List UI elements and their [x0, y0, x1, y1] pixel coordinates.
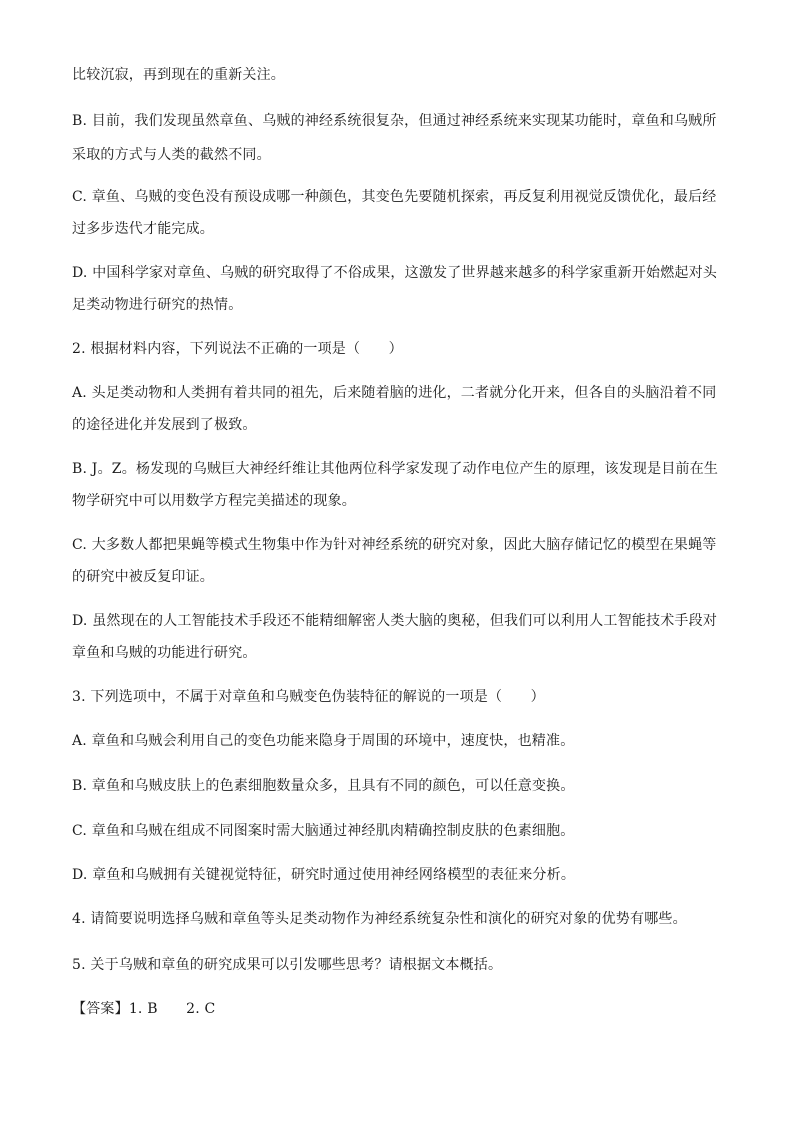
question-4: 4. 请简要说明选择乌贼和章鱼等头足类动物作为神经系统复杂性和演化的研究对象的优势有哪些。: [72, 911, 687, 927]
text-line: 过多步迭代才能完成。: [72, 221, 214, 237]
q2-option-a-line: A. 头足类动物和人类拥有着共同的祖先，后来随着脑的进化，二者就分化开来，但各自的头脑沿着不同: [72, 385, 717, 401]
q2-option-c-line: C. 大多数人都把果蝇等模式生物集中作为针对神经系统的研究对象，因此大脑存储记忆的模型在果蝇等: [72, 537, 717, 553]
text-line: 章鱼和乌贼的功能进行研究。: [72, 645, 257, 661]
q3-option-c: C. 章鱼和乌贼在组成不同图案时需大脑通过神经肌肉精确控制皮肤的色素细胞。: [72, 823, 575, 839]
q3-option-a: A. 章鱼和乌贼会利用自己的变色功能来隐身于周围的环境中，速度快，也精准。: [72, 733, 575, 749]
option-d-line: D. 中国科学家对章鱼、乌贼的研究取得了不俗成果，这激发了世界越来越多的科学家重新开始燃起对头: [72, 265, 718, 281]
text-line: 采取的方式与人类的截然不同。: [72, 147, 271, 163]
text-line: 的研究中被反复印证。: [72, 569, 214, 585]
question-3: 3. 下列选项中，不属于对章鱼和乌贼变色伪装特征的解说的一项是（ ）: [72, 689, 545, 705]
option-b-line: B. 目前，我们发现虽然章鱼、乌贼的神经系统很复杂，但通过神经系统来实现某功能时，章鱼和乌贼所: [72, 113, 717, 129]
q3-option-d: D. 章鱼和乌贼拥有关键视觉特征，研究时通过使用神经网络模型的表征来分析。: [72, 867, 576, 883]
question-2: 2. 根据材料内容，下列说法不正确的一项是（ ）: [72, 341, 403, 357]
text-line: 的途径进化并发展到了极致。: [72, 417, 257, 433]
answer-line: [72, 1000, 722, 1018]
option-c-line: C. 章鱼、乌贼的变色没有预设成哪一种颜色，其变色先要随机探索，再反复利用视觉反馈优化，最后经: [72, 189, 717, 205]
answer-tag: 【答案】: [72, 1001, 129, 1017]
text-line: 足类动物进行研究的热情。: [72, 297, 243, 313]
answer-text: 1. B 2. C: [128, 1001, 216, 1017]
q2-option-b-line: B. J。Z。杨发现的乌贼巨大神经纤维让其他两位科学家发现了动作电位产生的原理，该发现是目前在生: [72, 461, 719, 477]
text-line: 物学研究中可以用数学方程完美描述的现象。: [72, 493, 356, 509]
text-line: 比较沉寂，再到现在的重新关注。: [72, 67, 285, 83]
question-5: 5. 关于乌贼和章鱼的研究成果可以引发哪些思考？请根据文本概括。: [72, 957, 503, 973]
q2-option-d-line: D. 虽然现在的人工智能技术手段还不能精细解密人类大脑的奥秘，但我们可以利用人工智能技术手段对: [72, 613, 718, 629]
q3-option-b: B. 章鱼和乌贼皮肤上的色素细胞数量众多，且具有不同的颜色，可以任意变换。: [72, 778, 575, 794]
